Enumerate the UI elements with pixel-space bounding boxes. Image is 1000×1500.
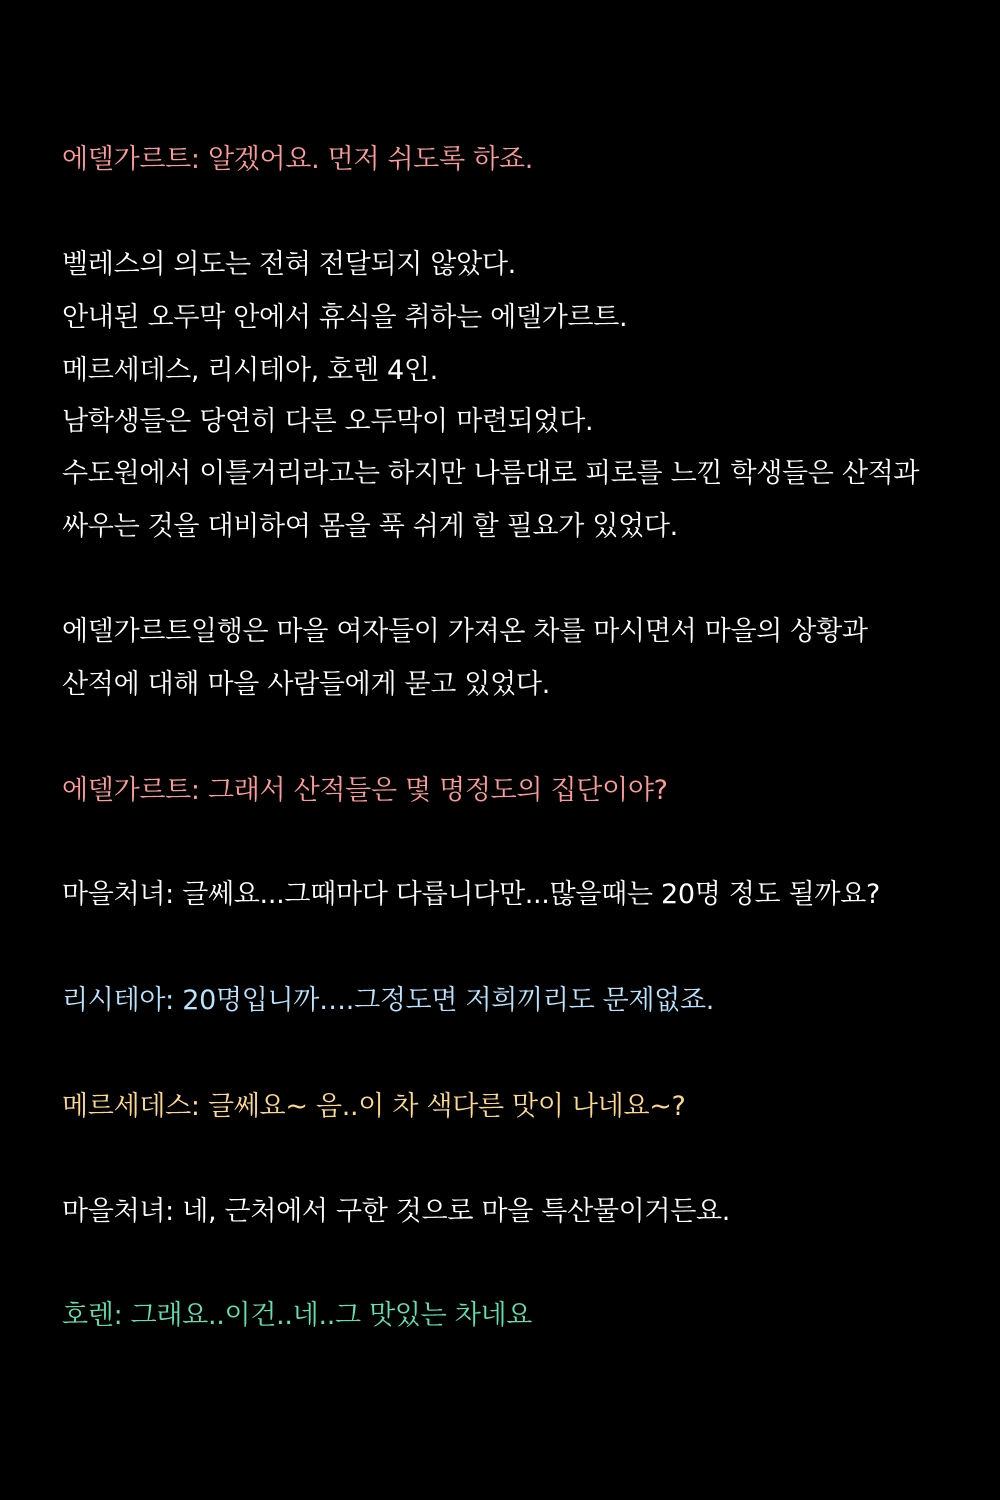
dialogue-line-villager: 마을처녀: 네, 근처에서 구한 것으로 마을 특산물이거든요. <box>62 1196 731 1227</box>
narration-line: 안내된 오두막 안에서 휴식을 취하는 에델가르트. <box>62 302 628 333</box>
dialogue-line-villager: 마을처녀: 글쎄요...그때마다 다릅니다만...많을때는 20명 정도 될까요? <box>62 879 881 910</box>
dialogue-line-mercedes: 메르세데스: 글쎄요~ 음..이 차 색다른 맛이 나네요~? <box>62 1091 686 1122</box>
narration-line: 에델가르트일행은 마을 여자들이 가져온 차를 마시면서 마을의 상황과 <box>62 616 868 647</box>
dialogue-line-horen: 호렌: 그래요..이건..네..그 맛있는 차네요 <box>62 1300 533 1331</box>
dialogue-line-edelgard: 에델가르트: 알겠어요. 먼저 쉬도록 하죠. <box>62 144 534 175</box>
narration-line: 메르세데스, 리시테아, 호렌 4인. <box>62 355 438 386</box>
narration-line: 수도원에서 이틀거리라고는 하지만 나름대로 피로를 느낀 학생들은 산적과 <box>62 458 920 489</box>
dialogue-line-edelgard: 에델가르트: 그래서 산적들은 몇 명정도의 집단이야? <box>62 775 668 806</box>
narration-line: 산적에 대해 마을 사람들에게 묻고 있었다. <box>62 669 550 700</box>
narration-line: 남학생들은 당연히 다른 오두막이 마련되었다. <box>62 406 594 437</box>
dialogue-line-lysithea: 리시테아: 20명입니까….그정도면 저희끼리도 문제없죠. <box>62 985 715 1016</box>
narration-line: 싸우는 것을 대비하여 몸을 푹 쉬게 할 필요가 있었다. <box>62 511 678 542</box>
narration-line: 벨레스의 의도는 전혀 전달되지 않았다. <box>62 249 516 280</box>
